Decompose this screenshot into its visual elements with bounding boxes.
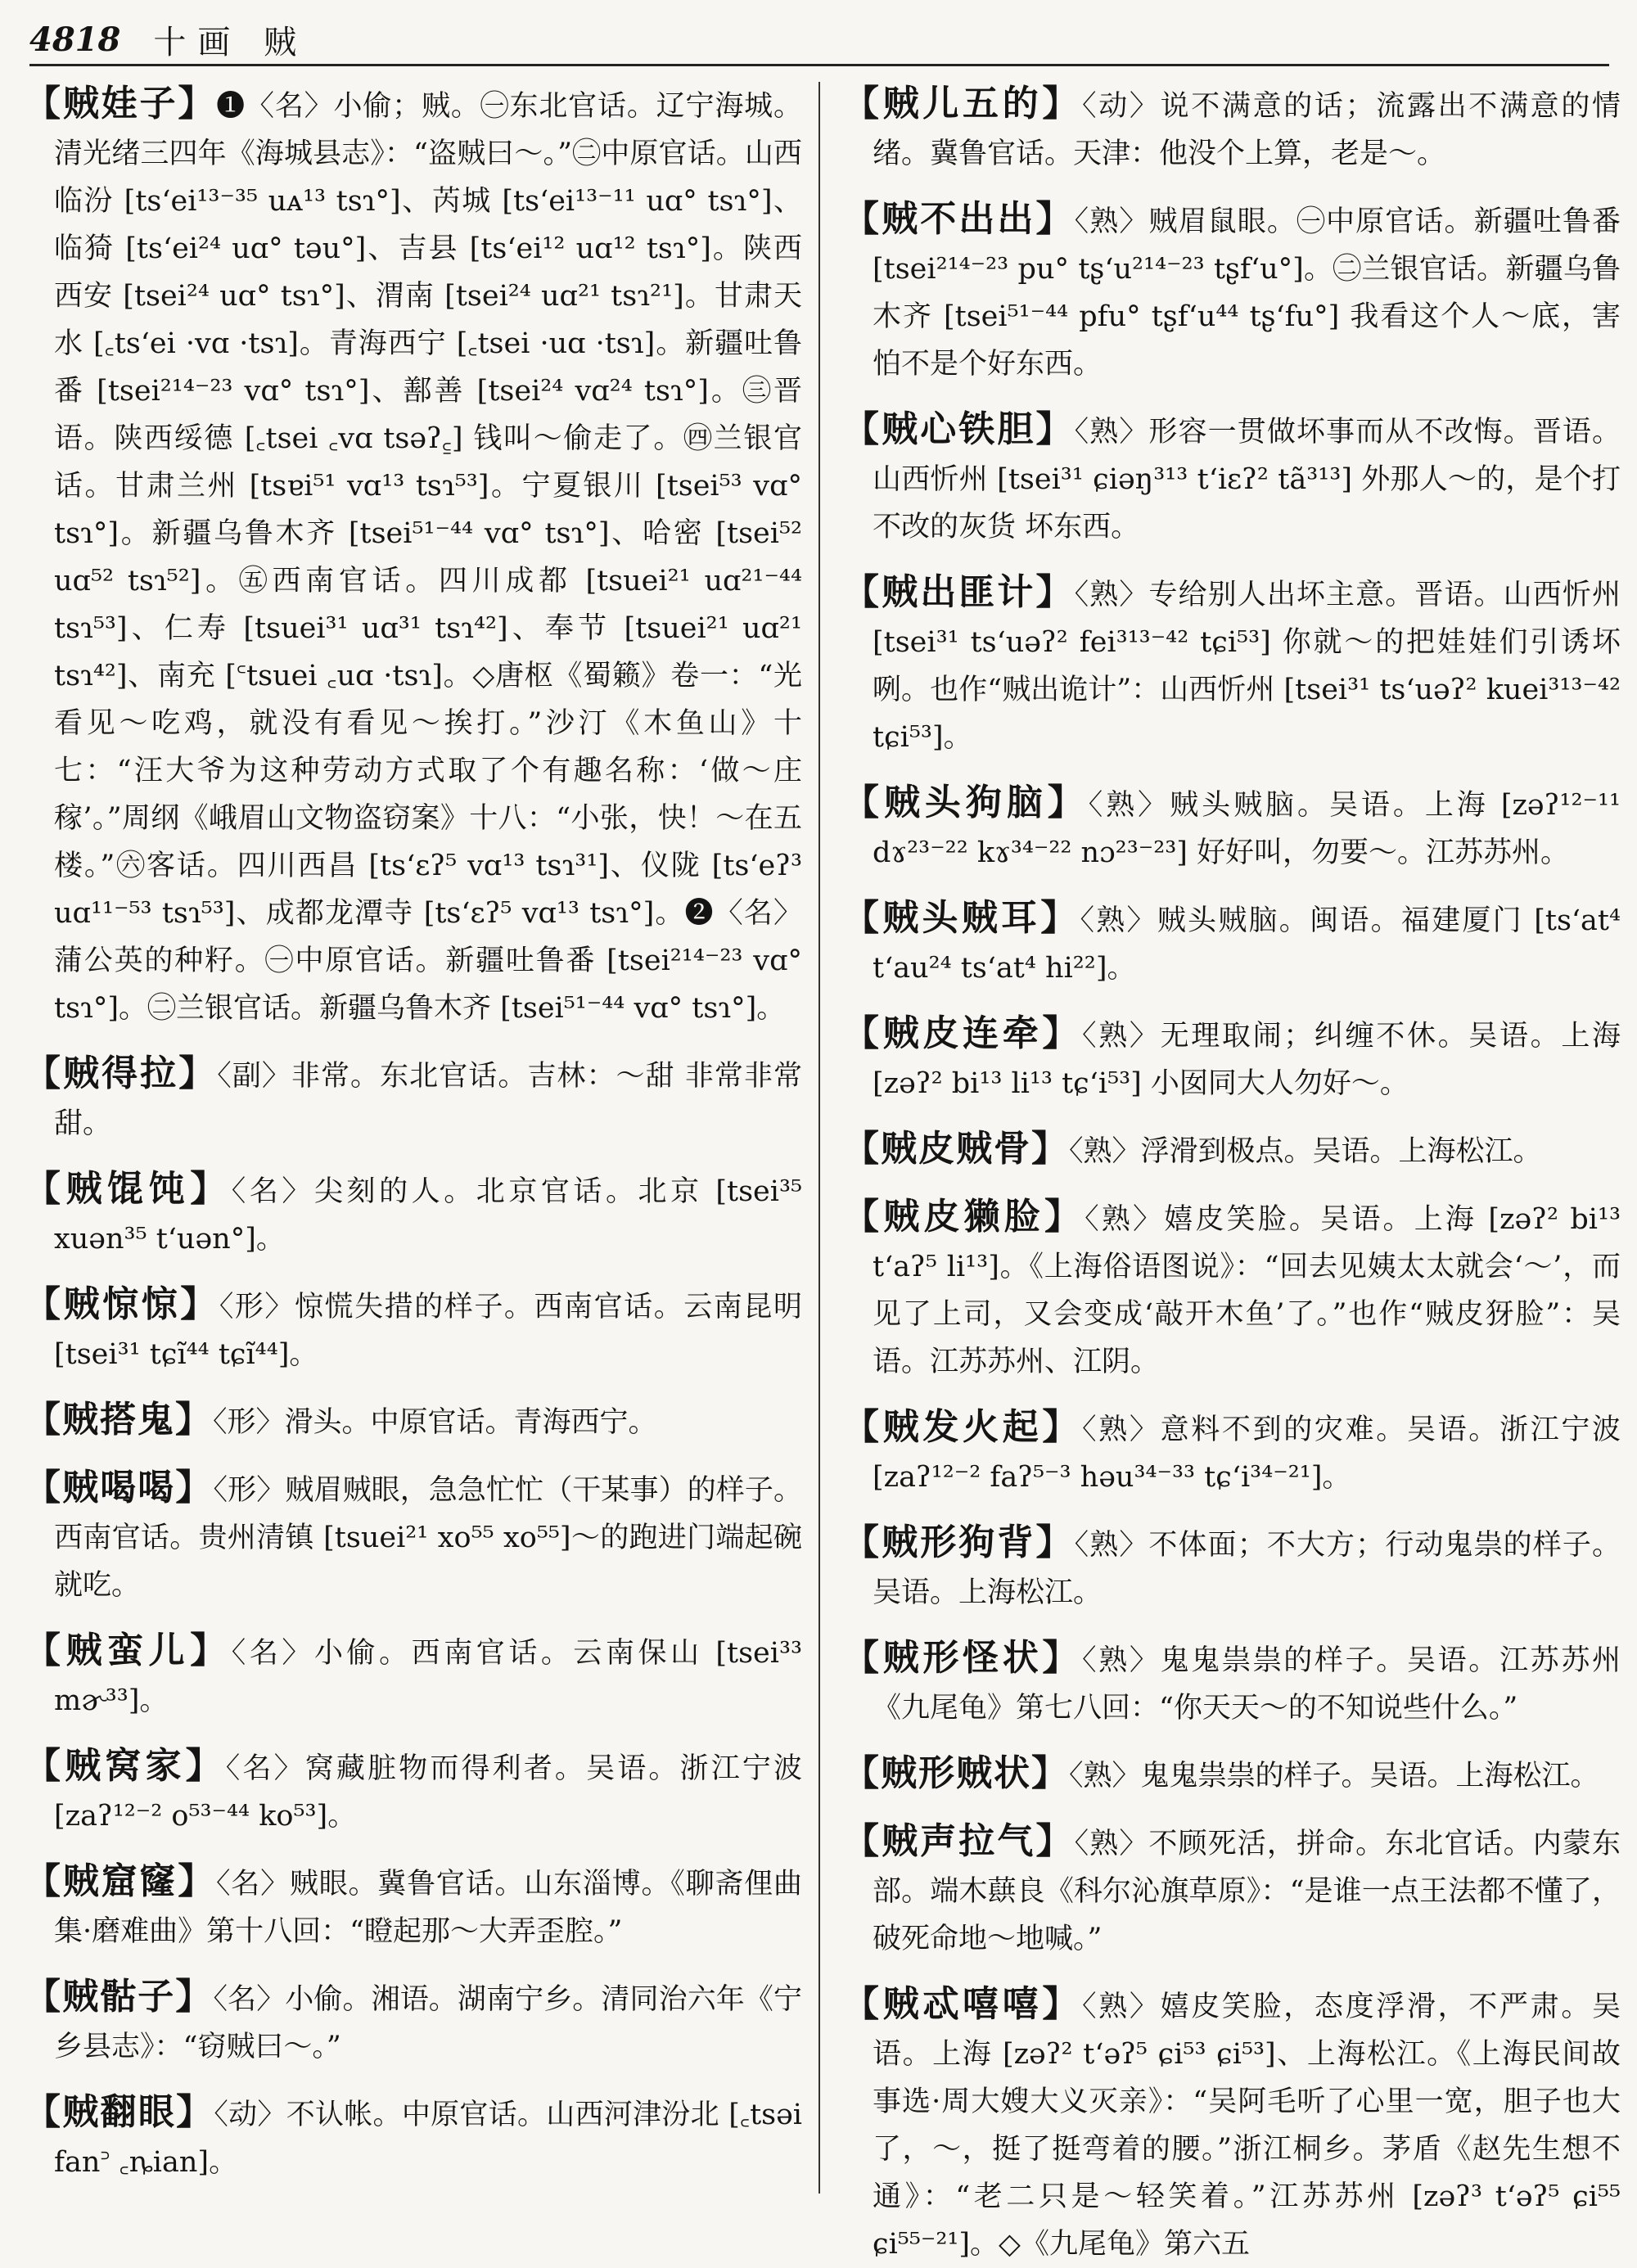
dictionary-entry: 【贼形贼状】〈熟〉鬼鬼祟祟的样子。吴语。上海松江。 [843,1752,1599,1794]
section-title: 十画 贼 [153,23,309,61]
headword: 【贼皮贼骨】 [843,1128,1069,1170]
dictionary-entry: 【贼窟窿】〈名〉贼眼。冀鲁官话。山东淄博。《聊斋俚曲集·磨难曲》第十八回：“瞪起那～大弄歪腔。” [25,1860,802,1948]
dictionary-entry: 【贼惊惊】〈形〉惊慌失措的样子。西南官话。云南昆明 [tsei³¹ tɕĩ⁴⁴ tɕĩ⁴⁴]。 [25,1283,802,1371]
column-divider [818,82,820,2194]
dictionary-entry: 【贼得拉】〈副〉非常。东北官话。吉林：～甜 非常非常甜。 [25,1053,802,1140]
dictionary-entry: 【贼心铁胆】〈熟〉形容一贯做坏事而从不改悔。晋语。山西忻州 [tsei³¹ ɕiəŋ³¹³ tʻiɛʔ² tã³¹³] 外那人～的，是个打不改的灰货 坏东西。 [843,408,1621,543]
headword: 【贼惊惊】 [25,1283,219,1325]
headword: 【贼窝家】 [25,1745,226,1787]
dictionary-entry: 【贼喝喝】〈形〉贼眉贼眼，急急忙忙（干某事）的样子。西南官话。贵州清镇 [tsuei²¹ xo⁵⁵ xo⁵⁵]～的跑进门端起碗就吃。 [25,1467,802,1602]
dictionary-entry: 【贼搭鬼】〈形〉滑头。中原官话。青海西宁。 [25,1399,657,1441]
headword: 【贼头贼耳】 [843,897,1080,939]
headword: 【贼搭鬼】 [25,1399,213,1441]
dictionary-entry: 【贼形狗背】〈熟〉不体面；不大方；行动鬼祟的样子。吴语。上海松江。 [843,1522,1621,1609]
headword: 【贼翻眼】 [25,2091,214,2133]
headword: 【贼喝喝】 [25,1467,214,1508]
dictionary-entry: 【贼窝家】〈名〉窝藏脏物而得利者。吴语。浙江宁波 [zaʔ¹²⁻² o⁵³⁻⁴⁴ ko⁵³]。 [25,1745,802,1833]
headword: 【贼头狗脑】 [843,782,1089,823]
dictionary-entry: 【贼娃子】❶〈名〉小偷；贼。㊀东北官话。辽宁海城。清光绪三四年《海城县志》：“盗贼曰～。”㊁中原官话。山西临汾 [tsʻei¹³⁻³⁵ uᴀ¹³ tsɿ°]、芮城 [tsʻei¹³⁻¹¹ uɑ° tsɿ°]、临猗 [tsʻei²⁴ uɑ° təu°]、吉县 [tsʻei¹² uɑ¹² tsɿ°]。陕西西安 [tsei²⁴ uɑ° tsɿ°]、渭南 [tsei²⁴ uɑ²¹ tsɿ²¹]。甘肃天水 [꜀tsʻei ·vɑ ·tsɿ]。青海西宁 [꜀tsei ·uɑ ·tsɿ]。新疆吐鲁番 [tsei²¹⁴⁻²³ vɑ° tsɿ°]、鄯善 [tsei²⁴ vɑ²⁴ tsɿ°]。㊂晋语。陕西绥德 [꜀tsei ꜀vɑ tsəʔ꜁] 钱叫～偷走了。㊃兰银官话。甘肃兰州 [tsɐi⁵¹ vɑ¹³ tsɿ⁵³]。宁夏银川 [tsei⁵³ vɑ° tsɿ°]。新疆乌鲁木齐 [tsei⁵¹⁻⁴⁴ vɑ° tsɿ°]、哈密 [tsei⁵² uɑ⁵² tsɿ⁵²]。㊄西南官话。四川成都 [tsuei²¹ uɑ²¹⁻⁴⁴ tsɿ⁵³]、仁寿 [tsuei³¹ uɑ³¹ tsɿ⁴²]、奉节 [tsuei²¹ uɑ²¹ tsɿ⁴²]、南充 [꜂tsuei ꜀uɑ ·tsɿ]。◇唐枢《蜀籁》卷一：“光看见～吃鸡，就没有看见～挨打。”沙汀《木鱼山》十七：“汪大爷为这种劳动方式取了个有趣名称：‘做～庄稼’。”周纲《峨眉山文物盗窃案》十八：“小张，快！～在五楼。”㊅客话。四川西昌 [tsʻɛʔ⁵ vɑ¹³ tsɿ³¹]、仪陇 [tsʻeʔ³ uɑ¹¹⁻⁵³ tsɿ⁵³]、成都龙潭寺 [tsʻɛʔ⁵ vɑ¹³ tsɿ°]。❷〈名〉蒲公英的种籽。㊀中原官话。新疆吐鲁番 [tsei²¹⁴⁻²³ vɑ° tsɿ°]。㊁兰银官话。新疆乌鲁木齐 [tsei⁵¹⁻⁴⁴ vɑ° tsɿ°]。 [25,83,802,1025]
left-column [25,80,802,2200]
headword: 【贼馄饨】 [25,1168,232,1210]
headword: 【贼蛮儿】 [25,1630,232,1671]
headword: 【贼得拉】 [25,1053,218,1094]
headword: 【贼娃子】 [25,83,217,124]
dictionary-entry: 【贼形怪状】〈熟〉鬼鬼祟祟的样子。吴语。江苏苏州《九尾龟》第七八回：“你天天～的不知说些什么。” [843,1637,1621,1725]
right-column [843,80,1621,2261]
dictionary-entry: 【贼出匪计】〈熟〉专给别人出坏主意。晋语。山西忻州 [tsei³¹ tsʻuəʔ² fei³¹³⁻⁴² tɕi⁵³] 你就～的把娃娃们引诱坏咧。也作“贼出诡计”：山西忻州 [tsei³¹ tsʻuəʔ² kuei³¹³⁻⁴² tɕi⁵³]。 [843,571,1621,754]
dictionary-entry: 【贼头贼耳】〈熟〉贼头贼脑。闽语。福建厦门 [tsʻat⁴ tʻau²⁴ tsʻat⁴ hi²²]。 [843,897,1621,985]
headword: 【贼出匪计】 [843,571,1075,613]
headword: 【贼发火起】 [843,1406,1083,1448]
dictionary-entry: 【贼儿五的】〈动〉说不满意的话；流露出不满意的情绪。冀鲁官话。天津：他没个上算，老是～。 [843,83,1621,170]
headword: 【贼不出出】 [843,198,1075,240]
dictionary-entry: 【贼蛮儿】〈名〉小偷。西南官话。云南保山 [tsei³³ mɚ³³]。 [25,1630,803,1717]
dictionary-entry: 【贼皮贼骨】〈熟〉浮滑到极点。吴语。上海松江。 [843,1128,1542,1170]
headword: 【贼形贼状】 [843,1752,1069,1794]
dictionary-entry: 【贼皮连牵】〈熟〉无理取闹；纠缠不休。吴语。上海 [zəʔ² bi¹³ li¹³ tɕʻi⁵³] 小囡同大人勿好～。 [843,1012,1621,1100]
headword: 【贼骷子】 [25,1976,214,2018]
dictionary-entry: 【贼骷子】〈名〉小偷。湘语。湖南宁乡。清同治六年《宁乡县志》：“窃贼曰～。” [25,1976,802,2063]
dictionary-entry: 【贼不出出】〈熟〉贼眉鼠眼。㊀中原官话。新疆吐鲁番 [tsei²¹⁴⁻²³ pu° tʂʻu²¹⁴⁻²³ tʂfʻu°]。㊁兰银官话。新疆乌鲁木齐 [tsei⁵¹⁻⁴⁴ pfu° tʂfʻu⁴⁴ tʂʻfu°] 我看这个人～底，害怕不是个好东西。 [843,198,1621,381]
headword: 【贼心铁胆】 [843,408,1075,450]
headword: 【贼形怪状】 [843,1637,1083,1679]
headword: 【贼形狗背】 [843,1522,1075,1563]
headword: 【贼儿五的】 [843,83,1083,124]
dictionary-entry: 【贼馄饨】〈名〉尖刻的人。北京官话。北京 [tsei³⁵ xuən³⁵ tʻuən°]。 [25,1168,803,1256]
headword: 【贼忒嘻嘻】 [843,1983,1083,2025]
page-number: 4818 [29,20,121,59]
dictionary-entry: 【贼发火起】〈熟〉意料不到的灾难。吴语。浙江宁波 [zaʔ¹²⁻² faʔ⁵⁻³ həu³⁴⁻³³ tɕʻi³⁴⁻²¹]。 [843,1406,1621,1494]
headword: 【贼皮连牵】 [843,1012,1083,1054]
headword: 【贼皮獭脸】 [843,1196,1085,1238]
headword: 【贼窟窿】 [25,1860,216,1902]
dictionary-entry: 【贼声拉气】〈熟〉不顾死活，拼命。东北官话。内蒙东部。端木蕻良《科尔沁旗草原》：“是谁一点王法都不懂了，破死命地～地喊。” [843,1820,1621,1955]
page-header [29,15,1609,66]
dictionary-entry: 【贼头狗脑】〈熟〉贼头贼脑。吴语。上海 [zəʔ¹²⁻¹¹ dɤ²³⁻²² kɤ³⁴⁻²² nɔ²³⁻²³] 好好叫，勿要～。江苏苏州。 [843,782,1621,869]
dictionary-entry: 【贼皮獭脸】〈熟〉嬉皮笑脸。吴语。上海 [zəʔ² bi¹³ tʻaʔ⁵ li¹³]。《上海俗语图说》：“回去见姨太太就会‘～’，而见了上司，又会变成‘敲开木鱼’了。”也作“贼皮犽脸”：吴语。江苏苏州、江阴。 [843,1196,1621,1378]
headword: 【贼声拉气】 [843,1820,1075,1862]
dictionary-entry: 【贼忒嘻嘻】〈熟〉嬉皮笑脸，态度浮滑，不严肃。吴语。上海 [zəʔ² tʻəʔ⁵ ɕi⁵³ ɕi⁵³]、上海松江。《上海民间故事选·周大嫂大义灭亲》：“吴阿毛听了心里一宽，胆子也大了，～，挺了挺弯着的腰。”浙江桐乡。茅盾《赵先生想不通》：“老二只是～轻笑着。”江苏苏州 [zəʔ³ tʻəʔ⁵ ɕi⁵⁵ ɕi⁵⁵⁻²¹]。◇《九尾龟》第六五 [843,1983,1621,2261]
dictionary-entry: 【贼翻眼】〈动〉不认帐。中原官话。山西河津汾北 [꜀tsəi fan꜄ ꜀ȵian]。 [25,2091,802,2179]
